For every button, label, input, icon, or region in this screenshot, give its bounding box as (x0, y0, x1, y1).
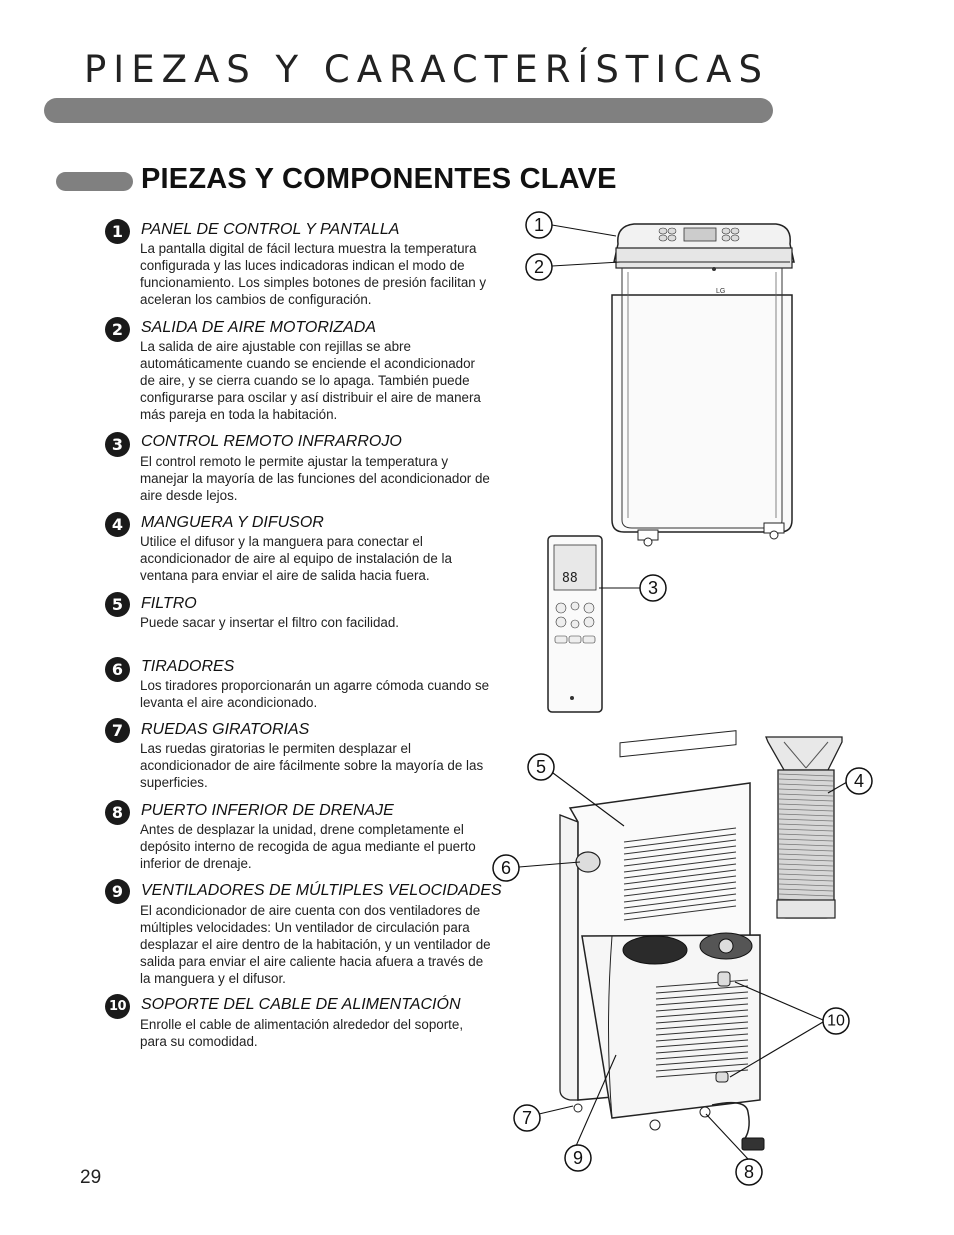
callout-label: 7 (521, 1108, 533, 1128)
item-description: Utilice el difusor y la manguera para conectar el acondicionador de aire al equipo de instalación de la ventana para enviar el aire de salida hacia fuera. (140, 534, 452, 584)
item-heading: MANGUERA Y DIFUSOR (141, 514, 324, 531)
callout-label: 6 (500, 858, 512, 878)
item-heading: RUEDAS GIRATORIAS (141, 721, 310, 738)
drain-port (700, 1107, 710, 1117)
item-description: Los tiradores proporcionarán un agarre cómoda cuando se levanta el aire acondicionado. (140, 678, 490, 711)
callout-10 (823, 1008, 849, 1034)
item-number-badge: 6 (105, 657, 130, 682)
item-number-badge: 2 (105, 317, 130, 342)
item-description: La salida de aire ajustable con rejillas se abre automáticamente cuando se enciende el acondicionador de aire, y se cierra cuando se lo apaga. También puede configurarse para oscilar y así distribuir el aire de manera más pareja en toda la habitación. (140, 339, 481, 423)
lg-logo: LG (716, 288, 726, 295)
callout-label: 8 (743, 1162, 755, 1182)
control-panel-display (684, 228, 716, 241)
page-title: PIEZAS Y CARACTERÍSTICAS (84, 48, 769, 91)
item-number-badge: 1 (105, 219, 130, 244)
item-description: La pantalla digital de fácil lectura muestra la temperatura configurada y las luces indicadoras indican el modo de funcionamiento. Los simples botones de presión facilitan y aceleran los cambios de configuración. (140, 241, 487, 308)
item-description: Antes de desplazar la unidad, drene completamente el depósito interno de recogida de agua mediante el puerto inferior de drenaje. (140, 822, 476, 872)
callout-label: 2 (533, 257, 545, 277)
item-number-badge: 5 (105, 592, 130, 617)
callout-2 (526, 254, 552, 280)
item-heading: PANEL DE CONTROL Y PANTALLA (141, 221, 400, 238)
item-heading: PUERTO INFERIOR DE DRENAJE (141, 802, 394, 819)
hose-diffuser-illustration (766, 737, 842, 918)
callout-label: 1 (533, 215, 545, 235)
ac-front-illustration (612, 224, 794, 546)
item-heading: FILTRO (141, 595, 197, 612)
item-description: El acondicionador de aire cuenta con dos ventiladores de múltiples velocidades: Un ventilador de circulación para desplazar el aire dentro de la habitación, y un ventilador de salida para enviar el aire caliente hacia afuera a través de la manguera y el difusor. (140, 903, 491, 987)
item-heading: VENTILADORES DE MÚLTIPLES VELOCIDADES (141, 882, 502, 899)
callout-4 (846, 768, 872, 794)
item-description: Enrolle el cable de alimentación alrededor del soporte, para su comodidad. (140, 1017, 464, 1050)
item-heading: TIRADORES (141, 658, 235, 675)
item-number-badge: 10 (105, 994, 130, 1019)
callout-6 (493, 855, 519, 881)
item-number-badge: 4 (105, 512, 130, 537)
callout-label: 10 (827, 1012, 845, 1030)
remote-control-illustration (548, 536, 602, 712)
callout-1 (526, 212, 552, 238)
callout-label: 4 (853, 771, 865, 791)
item-number-badge: 3 (105, 432, 130, 457)
callout-9 (565, 1145, 591, 1171)
callout-label: 5 (535, 757, 547, 777)
item-heading: SOPORTE DEL CABLE DE ALIMENTACIÓN (141, 996, 461, 1013)
item-number-badge: 9 (105, 879, 130, 904)
item-number-badge: 7 (105, 718, 130, 743)
callout-label: 9 (572, 1148, 584, 1168)
ac-back-illustration (560, 731, 764, 1150)
item-number-badge: 8 (105, 800, 130, 825)
item-description: Las ruedas giratorias le permiten desplazar el acondicionador de aire fácilmente sobre la mayoría de las superficies. (140, 741, 484, 791)
remote-display: 88 (562, 571, 578, 586)
callout-7 (514, 1105, 540, 1131)
section-title: PIEZAS Y COMPONENTES CLAVE (141, 163, 617, 195)
page-number: 29 (80, 1167, 102, 1188)
callout-8 (736, 1159, 762, 1185)
item-heading: CONTROL REMOTO INFRARROJO (141, 433, 402, 450)
callout-5 (528, 754, 554, 780)
item-description: Puede sacar y insertar el filtro con facilidad. (140, 615, 400, 630)
callout-3 (640, 575, 666, 601)
callout-label: 3 (647, 578, 659, 598)
item-heading: SALIDA DE AIRE MOTORIZADA (141, 319, 377, 336)
item-description: El control remoto le permite ajustar la temperatura y manejar la mayoría de las funciones del acondicionador de aire desde lejos. (140, 454, 490, 504)
